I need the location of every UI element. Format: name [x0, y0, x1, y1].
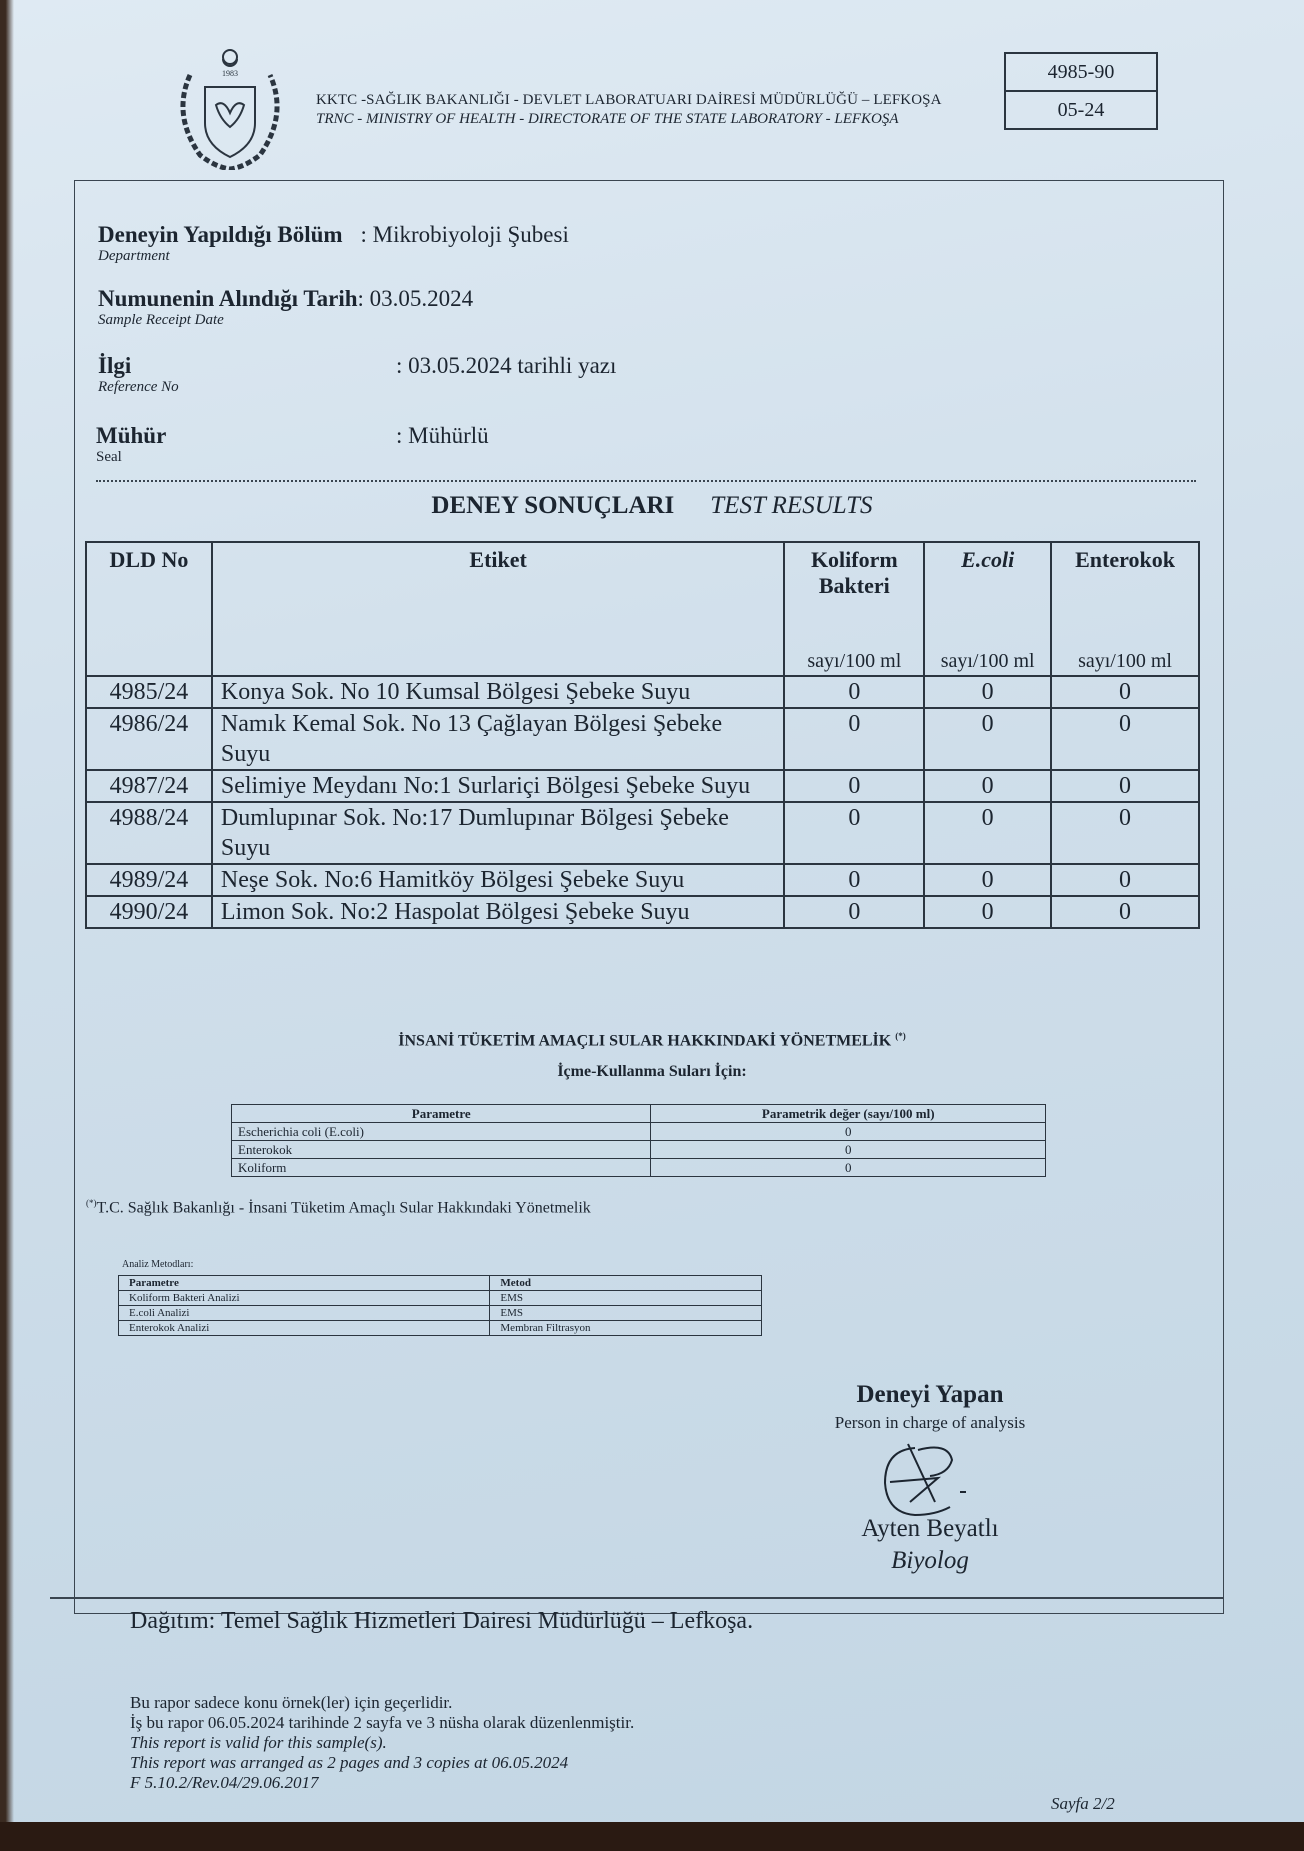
cell-dld-no: 4985/24: [86, 676, 212, 708]
col-koliform: [784, 542, 924, 676]
cell-enterokok: 0: [1051, 802, 1199, 864]
cell-etiket: Dumlupınar Sok. No:17 Dumlupınar Bölgesi Şebeke Suyu: [212, 802, 785, 864]
signatory-name: Ayten Beyatlı: [861, 1515, 999, 1542]
col-unit: sayı/100 ml: [1078, 650, 1172, 672]
cell-ecoli: 0: [924, 802, 1051, 864]
cell-parametre: Enterokok: [232, 1141, 651, 1159]
distribution: Dağıtım: Temel Sağlık Hizmetleri Dairesi Müdürlüğü – Lefkoşa.: [130, 1608, 754, 1634]
results-header-row: [86, 542, 1199, 676]
regulation-title: [0, 1031, 1304, 1050]
note-line: This report was arranged as 2 pages and 3 copies at 06.05.2024: [130, 1753, 569, 1772]
handwritten-signature: [860, 1440, 980, 1520]
col-unit: sayı/100 ml: [940, 650, 1035, 672]
signature-subtitle: Person in charge of analysis: [834, 1413, 1026, 1432]
results-row: [86, 676, 1199, 708]
regulation-title-text: İNSANİ TÜKETİM AMAÇLI SULAR HAKKINDAKİ YÖNETMELİK: [398, 1032, 892, 1050]
cell-ecoli: 0: [924, 770, 1051, 802]
cell-etiket: Selimiye Meydanı No:1 Surlariçi Bölgesi Şebeke Suyu: [212, 770, 785, 802]
footnote-marker: (*): [86, 1198, 97, 1208]
regulation-table: [231, 1104, 1046, 1177]
info-reference: [98, 353, 179, 396]
regulation-row: [232, 1159, 1046, 1177]
cell-metod: EMS: [490, 1306, 762, 1321]
methods-label: Analiz Metodları:: [122, 1259, 194, 1270]
results-title-en: TEST RESULTS: [710, 492, 873, 519]
signature-title: Deneyi Yapan: [856, 1381, 1004, 1408]
cell-parametre: Escherichia coli (E.coli): [232, 1123, 651, 1141]
info-department: [98, 222, 569, 265]
col-etiket: Etiket: [212, 542, 785, 676]
reference-numbers: 4985-90: [1047, 61, 1115, 83]
results-row: [86, 802, 1199, 864]
regulation-footnote: [86, 1198, 591, 1217]
results-table: [85, 541, 1200, 929]
col-dld-no: DLD No: [86, 542, 212, 676]
cell-etiket: Limon Sok. No:2 Haspolat Bölgesi Şebeke Suyu: [212, 896, 785, 928]
info-value: : 03.05.2024: [357, 286, 474, 311]
info-label: İlgi: [98, 353, 132, 378]
cell-method-parametre: E.coli Analizi: [119, 1306, 490, 1321]
regulation-row: [232, 1123, 1046, 1141]
cell-dld-no: 4986/24: [86, 708, 212, 770]
cell-etiket: Namık Kemal Sok. No 13 Çağlayan Bölgesi Şebeke Suyu: [212, 708, 785, 770]
results-row: [86, 708, 1199, 770]
methods-table: [118, 1275, 762, 1336]
regulation-header-row: [232, 1105, 1046, 1123]
org-name-tr: KKTC -SAĞLIK BAKANLIĞI - DEVLET LABORATUARI DAİRESİ MÜDÜRLÜĞÜ – LEFKOŞA: [316, 92, 942, 108]
regulation-subtitle: İçme-Kullanma Suları İçin:: [557, 1063, 747, 1080]
signatory-role: Biyolog: [891, 1547, 969, 1574]
cell-enterokok: 0: [1051, 864, 1199, 896]
cell-ecoli: 0: [924, 708, 1051, 770]
cell-koliform: 0: [784, 896, 924, 928]
cell-etiket: Konya Sok. No 10 Kumsal Bölgesi Şebeke Suyu: [212, 676, 785, 708]
info-value-seal: : Mühürlü: [396, 423, 489, 448]
cell-enterokok: 0: [1051, 708, 1199, 770]
info-sublabel: Seal: [96, 449, 122, 465]
cell-koliform: 0: [784, 864, 924, 896]
cell-ecoli: 0: [924, 676, 1051, 708]
col-metod: Metod: [490, 1276, 762, 1291]
results-row: [86, 864, 1199, 896]
methods-header-row: [119, 1276, 762, 1291]
col-enterokok-label: Enterokok: [1075, 547, 1175, 572]
info-label: Deneyin Yapıldığı Bölüm: [98, 222, 343, 247]
cell-etiket: Neşe Sok. No:6 Hamitköy Bölgesi Şebeke Suyu: [212, 864, 785, 896]
info-sublabel: Reference No: [98, 379, 179, 395]
footnote-text: T.C. Sağlık Bakanlığı - İnsani Tüketim Amaçlı Sular Hakkındaki Yönetmelik: [96, 1199, 591, 1217]
col-parametrik-deger: Parametrik değer (sayı/100 ml): [651, 1105, 1046, 1123]
cell-enterokok: 0: [1051, 770, 1199, 802]
cell-metod: Membran Filtrasyon: [490, 1321, 762, 1336]
cell-koliform: 0: [784, 770, 924, 802]
page-number: Sayfa 2/2: [1051, 1794, 1115, 1813]
cell-dld-no: 4989/24: [86, 864, 212, 896]
results-title: [0, 492, 1304, 520]
info-sublabel: Department: [98, 248, 170, 264]
regulation-row: [232, 1141, 1046, 1159]
info-label: Mühür: [96, 423, 167, 448]
info-label: Numunenin Alındığı Tarih: [98, 286, 358, 311]
cell-parametrik-deger: 0: [651, 1141, 1046, 1159]
col-unit: sayı/100 ml: [807, 650, 902, 672]
info-seal: [96, 423, 166, 466]
dotted-divider: [96, 480, 1196, 482]
note-line: Bu rapor sadece konu örnek(ler) için geçerlidir.: [130, 1693, 453, 1712]
cell-enterokok: 0: [1051, 676, 1199, 708]
methods-row: [119, 1321, 762, 1336]
col-enterokok: [1051, 542, 1199, 676]
cell-parametre: Koliform: [232, 1159, 651, 1177]
org-name-en: TRNC - MINISTRY OF HEALTH - DIRECTORATE OF THE STATE LABORATORY - LEFKOŞA: [316, 111, 899, 127]
cell-dld-no: 4987/24: [86, 770, 212, 802]
results-row: [86, 770, 1199, 802]
col-parametre: Parametre: [232, 1105, 651, 1123]
col-ecoli-label: E.coli: [961, 547, 1015, 572]
results-title-tr: DENEY SONUÇLARI: [431, 492, 675, 519]
methods-row: [119, 1291, 762, 1306]
info-sample-date: [98, 286, 473, 329]
cell-ecoli: 0: [924, 896, 1051, 928]
results-row: [86, 896, 1199, 928]
cell-parametrik-deger: 0: [651, 1159, 1046, 1177]
cell-parametrik-deger: 0: [651, 1123, 1046, 1141]
cell-dld-no: 4990/24: [86, 896, 212, 928]
cell-koliform: 0: [784, 676, 924, 708]
reference-date: 05-24: [1006, 90, 1156, 128]
cell-enterokok: 0: [1051, 896, 1199, 928]
cell-dld-no: 4988/24: [86, 802, 212, 864]
cell-method-parametre: Koliform Bakteri Analizi: [119, 1291, 490, 1306]
form-code: F 5.10.2/Rev.04/29.06.2017: [130, 1773, 319, 1792]
report-notes: [130, 1693, 634, 1793]
emblem-year: 1983: [222, 69, 238, 78]
note-line: This report is valid for this sample(s).: [130, 1733, 387, 1752]
methods-row: [119, 1306, 762, 1321]
bottom-rule: [50, 1597, 1224, 1599]
cell-koliform: 0: [784, 708, 924, 770]
col-ecoli: [924, 542, 1051, 676]
info-sublabel: Sample Receipt Date: [98, 312, 224, 328]
regulation-marker: (*): [895, 1031, 906, 1041]
trnc-emblem-icon: [170, 45, 290, 170]
col-method-parametre: Parametre: [119, 1276, 490, 1291]
note-line: İş bu rapor 06.05.2024 tarihinde 2 sayfa ve 3 nüsha olarak düzenlenmiştir.: [130, 1713, 635, 1732]
reference-box: [1004, 52, 1158, 130]
cell-method-parametre: Enterokok Analizi: [119, 1321, 490, 1336]
info-value-reference: : 03.05.2024 tarihli yazı: [396, 353, 617, 378]
cell-ecoli: 0: [924, 864, 1051, 896]
cell-koliform: 0: [784, 802, 924, 864]
col-koliform-label: Koliform Bakteri: [810, 547, 898, 598]
cell-metod: EMS: [490, 1291, 762, 1306]
info-value: : Mikrobiyoloji Şubesi: [360, 222, 569, 247]
